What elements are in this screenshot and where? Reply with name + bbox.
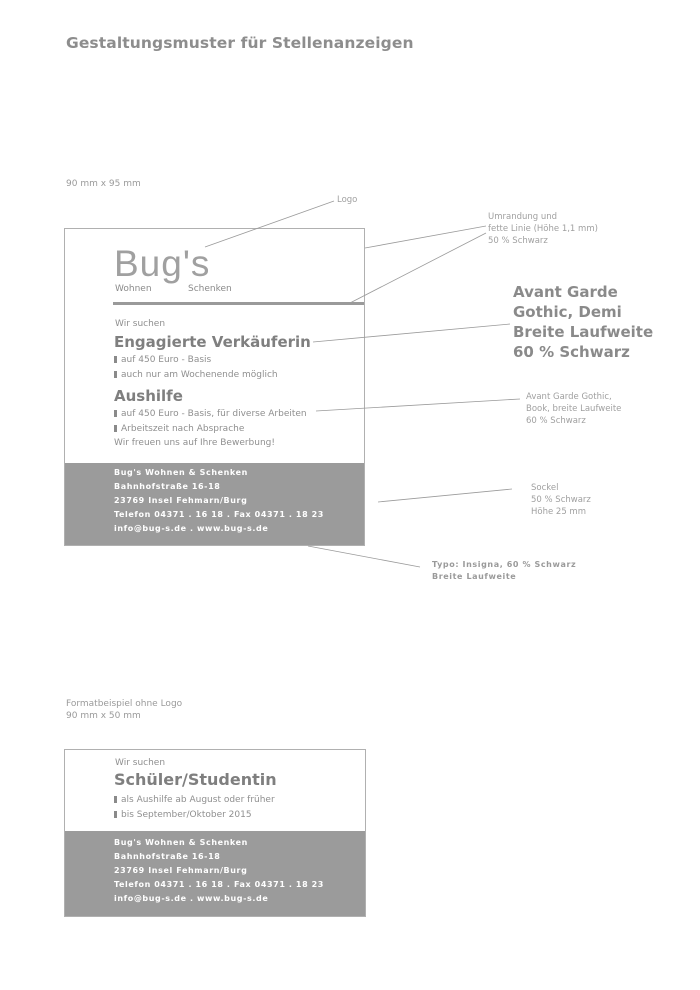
job2-bullet-2: Arbeitszeit nach Absprache bbox=[114, 424, 244, 434]
footer-city: 23769 Insel Fehmarn/Burg bbox=[114, 866, 248, 875]
sockel-annotation: Sockel 50 % Schwarz Höhe 25 mm bbox=[531, 483, 591, 517]
job1-title: Engagierte Verkäuferin bbox=[114, 333, 311, 351]
logo-sub-right: Schenken bbox=[188, 284, 232, 294]
ad2-bullet-2: bis September/Oktober 2015 bbox=[114, 810, 252, 820]
job1-bullet-2: auch nur am Wochenende möglich bbox=[114, 370, 278, 380]
footer-web: info@bug-s.de . www.bug-s.de bbox=[114, 894, 269, 903]
logo-annotation: Logo bbox=[337, 195, 358, 205]
footer-web: info@bug-s.de . www.bug-s.de bbox=[114, 524, 269, 533]
body-font-annotation: Avant Garde Gothic, Book, breite Laufweite 60 % Schwarz bbox=[526, 392, 622, 426]
leader-typo bbox=[308, 546, 420, 567]
logo-sub-left: Wohnen bbox=[115, 284, 152, 294]
footer-street: Bahnhofstraße 16-18 bbox=[114, 482, 221, 491]
job2-bullet-1: auf 450 Euro - Basis, für diverse Arbeiten bbox=[114, 409, 307, 419]
logo-word: Bug's bbox=[114, 243, 211, 284]
footer-phone: Telefon 04371 . 16 18 . Fax 04371 . 18 23 bbox=[114, 510, 324, 519]
bullet-icon bbox=[114, 796, 117, 803]
footer-phone: Telefon 04371 . 16 18 . Fax 04371 . 18 23 bbox=[114, 880, 324, 889]
headline-font-annotation: Avant Garde Gothic, Demi Breite Laufweite 60 % Schwarz bbox=[513, 283, 654, 361]
closing-text: Wir freuen uns auf Ihre Bewerbung! bbox=[114, 438, 275, 448]
ad2-bullet-1: als Aushilfe ab August oder früher bbox=[114, 795, 275, 805]
ad2-title: Schüler/Studentin bbox=[114, 770, 277, 789]
footer-street: Bahnhofstraße 16-18 bbox=[114, 852, 221, 861]
border-annotation: Umrandung und fette Linie (Höhe 1,1 mm) 50 % Schwarz bbox=[488, 212, 598, 246]
ad2-box bbox=[64, 749, 366, 917]
leader-sockel bbox=[378, 489, 512, 502]
footer-company: Bug's Wohnen & Schenken bbox=[114, 838, 248, 847]
leader-logo bbox=[205, 201, 334, 247]
ad1-size-label: 90 mm x 95 mm bbox=[66, 179, 141, 189]
ad2-wir-suchen: Wir suchen bbox=[115, 758, 166, 768]
footer-company: Bug's Wohnen & Schenken bbox=[114, 468, 248, 477]
typo-annotation: Typo: Insigna, 60 % Schwarz Breite Laufweite bbox=[432, 560, 577, 581]
wir-suchen-label: Wir suchen bbox=[115, 319, 166, 329]
bullet-icon bbox=[114, 811, 117, 818]
footer-city: 23769 Insel Fehmarn/Burg bbox=[114, 496, 248, 505]
job1-bullet-1: auf 450 Euro - Basis bbox=[114, 355, 211, 365]
leader-border bbox=[365, 226, 486, 248]
leader-body bbox=[316, 399, 520, 411]
ad2-footer-sockel bbox=[65, 831, 365, 916]
ad2-size-label: Formatbeispiel ohne Logo 90 mm x 50 mm bbox=[66, 699, 183, 721]
leader-headline bbox=[313, 324, 510, 342]
leader-divider bbox=[348, 233, 486, 304]
page-title: Gestaltungsmuster für Stellenanzeigen bbox=[66, 34, 414, 52]
job2-title: Aushilfe bbox=[114, 387, 183, 405]
